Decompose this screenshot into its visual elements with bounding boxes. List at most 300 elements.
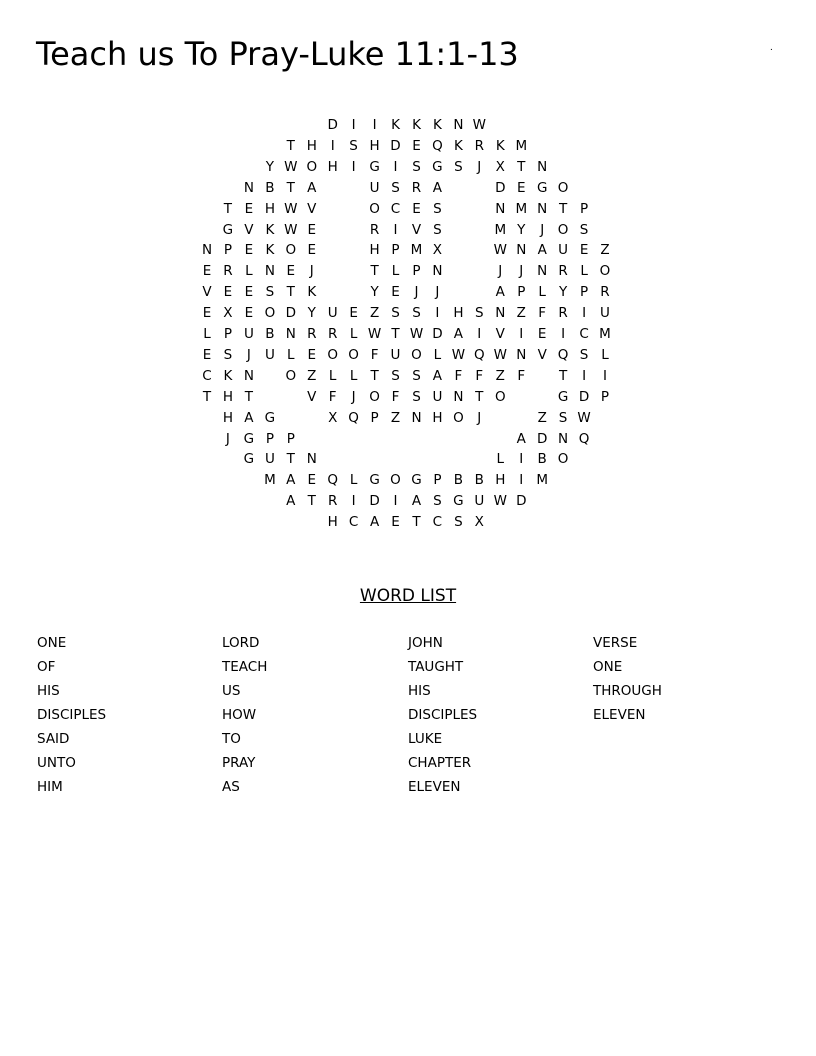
grid-letter: F: [454, 367, 463, 384]
word-list-column: [408, 631, 588, 799]
grid-letter: X: [432, 242, 443, 259]
grid-letter: T: [391, 326, 400, 342]
grid-letter: E: [307, 472, 317, 489]
grid-letter: E: [202, 263, 212, 280]
grid-letter: F: [538, 305, 547, 322]
grid-letter: T: [517, 158, 526, 175]
grid-letter: K: [223, 367, 233, 384]
grid-letter: E: [202, 305, 212, 322]
grid-letter: I: [351, 493, 356, 510]
grid-letter: M: [599, 326, 611, 342]
grid-letter: G: [536, 179, 548, 196]
grid-letter: O: [348, 346, 359, 363]
word-list-column: [593, 631, 773, 727]
grid-letter: O: [306, 158, 318, 175]
grid-letter: S: [349, 137, 358, 154]
grid-letter: T: [202, 388, 212, 405]
grid-letter: O: [557, 179, 569, 196]
grid-letter: T: [307, 493, 316, 510]
grid-letter: R: [223, 263, 233, 280]
grid-letter: O: [599, 263, 611, 280]
word-list-item: HOW: [222, 707, 257, 723]
grid-letter: H: [495, 472, 506, 489]
grid-letter: A: [411, 493, 422, 510]
grid-letter: B: [265, 326, 275, 342]
grid-letter: R: [327, 493, 338, 510]
grid-letter: U: [432, 388, 443, 405]
word-list-item: HIM: [37, 779, 63, 795]
grid-letter: G: [243, 430, 255, 447]
grid-letter: E: [202, 346, 212, 363]
grid-letter: H: [453, 305, 464, 322]
grid-letter: Q: [578, 430, 590, 447]
word-list-item: CHAPTER: [408, 755, 472, 771]
grid-letter: L: [328, 367, 337, 384]
grid-letter: U: [264, 346, 275, 363]
grid-letter: S: [433, 493, 442, 510]
grid-letter: S: [433, 200, 442, 217]
grid-letter: R: [369, 221, 380, 238]
grid-letter: D: [369, 493, 380, 510]
grid-letter: M: [536, 472, 549, 489]
grid-letter: N: [432, 263, 443, 280]
grid-letter: E: [349, 305, 358, 322]
grid-letter: U: [600, 305, 610, 322]
grid-letter: S: [433, 221, 442, 238]
grid-letter: J: [477, 409, 482, 426]
grid-letter: Q: [473, 346, 485, 363]
grid-letter: E: [286, 263, 296, 280]
grid-letter: F: [370, 346, 379, 363]
grid-letter: T: [558, 200, 568, 217]
grid-letter: N: [201, 242, 213, 259]
grid-letter: O: [264, 305, 276, 322]
grid-letter: C: [579, 326, 589, 342]
grid-letter: X: [223, 305, 233, 322]
grid-letter: S: [223, 346, 233, 363]
grid-letter: Y: [370, 284, 379, 301]
grid-letter: Z: [369, 305, 380, 322]
grid-letter: L: [391, 263, 400, 280]
grid-letter: B: [265, 179, 275, 196]
grid-letter: N: [558, 430, 569, 447]
grid-letter: H: [369, 137, 380, 154]
grid-letter: D: [516, 493, 527, 510]
grid-letter: O: [369, 388, 380, 405]
grid-letter: N: [264, 263, 275, 280]
grid-letter: M: [264, 472, 276, 489]
grid-letter: D: [390, 137, 401, 154]
grid-letter: I: [330, 137, 335, 154]
grid-letter: S: [412, 158, 421, 175]
grid-letter: P: [265, 430, 274, 447]
grid-letter: J: [351, 388, 356, 405]
grid-letter: O: [390, 472, 401, 489]
word-list-item: DISCIPLES: [37, 707, 107, 723]
word-list-column: [37, 631, 217, 799]
grid-letter: C: [432, 514, 443, 531]
grid-letter: W: [284, 200, 298, 217]
grid-letter: Y: [265, 158, 275, 175]
grid-letter: H: [327, 158, 338, 175]
word-list-item: HIS: [408, 683, 431, 699]
grid-letter: R: [558, 263, 568, 280]
grid-letter: I: [603, 367, 607, 384]
grid-letter: N: [537, 200, 548, 217]
grid-letter: H: [369, 242, 380, 259]
grid-letter: Y: [517, 221, 526, 238]
grid-letter: U: [243, 326, 254, 342]
grid-letter: K: [453, 137, 463, 154]
grid-letter: A: [432, 367, 443, 384]
grid-letter: K: [412, 117, 421, 133]
grid-letter: P: [580, 284, 589, 301]
grid-letter: N: [306, 451, 317, 468]
grid-letter: E: [579, 242, 589, 259]
grid-letter: G: [222, 221, 234, 238]
grid-letter: T: [223, 200, 233, 217]
page-title: Teach us To Pray-Luke 11:1-13: [36, 35, 519, 73]
grid-letter: U: [369, 179, 380, 196]
grid-letter: S: [412, 388, 421, 405]
grid-letter: O: [285, 367, 297, 384]
grid-letter: J: [246, 346, 251, 363]
grid-letter: R: [411, 179, 422, 196]
word-list-item: TAUGHT: [408, 659, 464, 675]
grid-letter: F: [475, 367, 484, 384]
grid-letter: D: [327, 117, 338, 133]
grid-letter: O: [285, 242, 297, 259]
grid-letter: F: [391, 388, 400, 405]
word-list-item: JOHN: [408, 635, 443, 651]
grid-letter: P: [412, 263, 421, 280]
grid-letter: O: [327, 346, 338, 363]
grid-letter: U: [558, 242, 569, 259]
grid-letter: C: [390, 200, 401, 217]
grid-letter: Q: [432, 137, 443, 154]
grid-letter: I: [561, 326, 566, 342]
grid-letter: I: [519, 472, 524, 489]
grid-letter: W: [472, 117, 486, 133]
grid-letter: L: [538, 284, 546, 301]
grid-letter: I: [393, 158, 398, 175]
grid-letter: R: [327, 326, 338, 342]
grid-letter: N: [516, 242, 527, 259]
word-list-item: PRAY: [222, 755, 256, 771]
grid-letter: W: [367, 326, 382, 342]
grid-letter: L: [580, 263, 588, 280]
grid-letter: W: [451, 346, 466, 363]
grid-letter: R: [558, 305, 568, 322]
grid-letter: U: [474, 493, 485, 510]
word-list-heading: WORD LIST: [359, 586, 457, 606]
grid-letter: N: [453, 388, 464, 405]
grid-letter: X: [328, 409, 338, 426]
grid-letter: M: [515, 137, 528, 154]
grid-letter: C: [348, 514, 359, 531]
grid-letter: H: [432, 409, 443, 426]
grid-letter: S: [558, 409, 568, 426]
grid-letter: L: [433, 346, 442, 363]
word-list-item: THROUGH: [593, 683, 662, 699]
grid-letter: U: [264, 451, 275, 468]
grid-letter: P: [223, 242, 232, 259]
grid-letter: B: [453, 472, 464, 489]
grid-letter: T: [286, 451, 295, 468]
grid-letter: E: [244, 242, 254, 259]
word-list-item: ONE: [593, 659, 623, 675]
grid-letter: G: [369, 472, 380, 489]
grid-letter: T: [370, 263, 379, 280]
grid-letter: H: [222, 409, 233, 426]
grid-letter: Y: [558, 284, 568, 301]
grid-letter: E: [307, 242, 317, 259]
grid-letter: W: [409, 326, 424, 342]
grid-letter: S: [579, 221, 589, 238]
grid-letter: A: [369, 514, 380, 531]
grid-letter: G: [453, 493, 464, 510]
word-list-item: OF: [37, 659, 56, 675]
grid-letter: D: [432, 326, 443, 342]
grid-letter: T: [286, 284, 295, 301]
grid-letter: A: [286, 493, 296, 510]
grid-letter: G: [369, 158, 380, 175]
word-list-item: ONE: [37, 635, 67, 651]
grid-letter: O: [411, 346, 422, 363]
grid-letter: L: [287, 346, 295, 363]
grid-letter: G: [432, 158, 443, 175]
grid-letter: S: [454, 158, 463, 175]
grid-letter: E: [412, 137, 421, 154]
grid-letter: I: [519, 326, 524, 342]
grid-letter: W: [284, 221, 298, 238]
grid-letter: I: [582, 305, 587, 322]
grid-letter: I: [372, 117, 377, 133]
grid-letter: P: [286, 430, 295, 447]
grid-letter: E: [244, 305, 254, 322]
grid-letter: J: [225, 430, 230, 447]
word-list-item: DISCIPLES: [408, 707, 478, 723]
grid-letter: P: [370, 409, 379, 426]
grid-letter: Z: [390, 409, 401, 426]
grid-letter: E: [223, 284, 233, 301]
grid-letter: H: [222, 388, 233, 405]
grid-letter: N: [495, 200, 506, 217]
grid-letter: K: [265, 242, 275, 259]
grid-letter: A: [432, 179, 443, 196]
grid-letter: O: [494, 388, 506, 405]
grid-letter: N: [285, 326, 296, 342]
grid-letter: K: [391, 117, 400, 133]
grid-letter: E: [391, 284, 400, 301]
grid-letter: J: [498, 263, 503, 280]
grid-letter: G: [557, 388, 569, 405]
grid-letter: I: [435, 305, 440, 322]
word-list-item: HIS: [37, 683, 60, 699]
grid-letter: W: [493, 346, 507, 363]
grid-letter: H: [264, 200, 275, 217]
word-list-item: ELEVEN: [593, 707, 646, 723]
grid-letter: I: [351, 117, 356, 133]
grid-letter: S: [412, 367, 421, 384]
grid-letter: V: [495, 326, 505, 342]
word-list-column: [222, 631, 402, 799]
grid-letter: I: [393, 221, 398, 238]
grid-letter: H: [327, 514, 338, 531]
word-list-item: UNTO: [37, 755, 76, 771]
grid-letter: S: [265, 284, 275, 301]
grid-letter: M: [515, 200, 528, 217]
grid-letter: Y: [307, 305, 316, 322]
grid-letter: P: [580, 200, 589, 217]
grid-letter: T: [558, 367, 568, 384]
grid-letter: O: [453, 409, 464, 426]
grid-letter: I: [519, 451, 524, 468]
grid-letter: V: [244, 221, 254, 238]
grid-letter: E: [244, 284, 254, 301]
grid-letter: G: [411, 472, 422, 489]
grid-letter: G: [264, 409, 276, 426]
grid-letter: Z: [516, 305, 526, 322]
grid-letter: A: [286, 472, 296, 489]
grid-letter: N: [243, 179, 254, 196]
grid-letter: T: [286, 179, 295, 196]
grid-letter: J: [414, 284, 419, 301]
grid-letter: M: [494, 221, 507, 238]
grid-letter: N: [537, 158, 548, 175]
grid-letter: B: [537, 451, 547, 468]
grid-letter: L: [349, 367, 358, 384]
grid-letter: P: [391, 242, 400, 259]
grid-letter: A: [537, 242, 547, 259]
grid-letter: R: [600, 284, 610, 301]
grid-letter: B: [474, 472, 484, 489]
grid-letter: L: [496, 451, 505, 468]
grid-letter: W: [493, 242, 507, 259]
grid-letter: V: [202, 284, 212, 301]
grid-letter: N: [495, 305, 506, 322]
grid-letter: K: [495, 137, 505, 154]
grid-letter: K: [432, 117, 442, 133]
grid-letter: N: [516, 346, 527, 363]
grid-letter: V: [411, 221, 422, 238]
grid-letter: V: [307, 200, 317, 217]
grid-letter: P: [517, 284, 526, 301]
grid-letter: F: [517, 367, 526, 384]
grid-letter: T: [244, 388, 254, 405]
grid-letter: E: [307, 346, 317, 363]
grid-letter: L: [349, 326, 358, 342]
grid-letter: F: [328, 388, 337, 405]
grid-letter: R: [307, 326, 317, 342]
grid-letter: N: [243, 367, 254, 384]
grid-letter: S: [454, 514, 463, 531]
grid-letter: J: [435, 284, 440, 301]
grid-letter: G: [243, 451, 255, 468]
grid-letter: N: [537, 263, 548, 280]
grid-letter: P: [433, 472, 442, 489]
grid-letter: L: [601, 346, 609, 363]
grid-letter: T: [370, 367, 379, 384]
grid-letter: Q: [557, 346, 569, 363]
grid-letter: E: [537, 326, 547, 342]
grid-letter: Z: [495, 367, 505, 384]
grid-letter: J: [519, 263, 524, 280]
grid-letter: P: [600, 388, 610, 405]
grid-letter: T: [475, 388, 484, 405]
grid-letter: A: [244, 409, 254, 426]
grid-letter: D: [285, 305, 296, 322]
grid-letter: I: [582, 367, 587, 384]
grid-letter: A: [307, 179, 317, 196]
grid-letter: J: [540, 221, 545, 238]
grid-letter: X: [474, 514, 484, 531]
grid-letter: D: [578, 388, 590, 405]
grid-letter: L: [203, 326, 211, 342]
grid-letter: S: [391, 305, 400, 322]
grid-letter: I: [351, 158, 356, 175]
grid-letter: A: [495, 284, 505, 301]
grid-letter: Z: [600, 242, 610, 259]
grid-letter: D: [495, 179, 506, 196]
word-list-item: AS: [222, 779, 240, 795]
grid-letter: S: [391, 367, 400, 384]
word-list-item: US: [222, 683, 241, 699]
grid-letter: W: [284, 158, 298, 175]
word-list-item: LORD: [222, 635, 260, 651]
grid-letter: S: [579, 346, 589, 363]
grid-letter: A: [453, 326, 464, 342]
word-list-item: TEACH: [222, 659, 268, 675]
word-list-item: VERSE: [593, 635, 638, 651]
word-list-item: SAID: [37, 731, 70, 747]
grid-letter: R: [474, 137, 484, 154]
grid-letter: A: [516, 430, 526, 447]
grid-letter: H: [306, 137, 317, 154]
corner-mark: .: [770, 42, 773, 53]
grid-letter: W: [493, 493, 507, 510]
grid-letter: M: [410, 242, 423, 259]
grid-letter: O: [557, 221, 569, 238]
word-list-item: TO: [222, 731, 241, 747]
grid-letter: L: [245, 263, 253, 280]
grid-letter: V: [537, 346, 547, 363]
grid-letter: D: [536, 430, 548, 447]
grid-letter: Z: [307, 367, 317, 384]
grid-letter: S: [475, 305, 484, 322]
grid-letter: Q: [348, 409, 359, 426]
grid-letter: L: [349, 472, 358, 489]
grid-letter: I: [393, 493, 398, 510]
grid-letter: E: [244, 200, 254, 217]
word-list-item: ELEVEN: [408, 779, 461, 795]
grid-letter: S: [391, 179, 400, 196]
grid-letter: U: [390, 346, 401, 363]
grid-letter: O: [557, 451, 569, 468]
word-list-item: LUKE: [408, 731, 443, 747]
grid-letter: T: [412, 514, 421, 531]
grid-letter: J: [477, 158, 482, 175]
grid-letter: K: [307, 284, 317, 301]
grid-letter: E: [412, 200, 421, 217]
grid-letter: W: [577, 409, 591, 426]
grid-letter: P: [223, 326, 232, 342]
grid-letter: T: [286, 137, 295, 154]
grid-letter: Q: [327, 472, 338, 489]
grid-letter: Z: [537, 409, 547, 426]
grid-letter: C: [202, 367, 212, 384]
grid-letter: U: [327, 305, 338, 322]
